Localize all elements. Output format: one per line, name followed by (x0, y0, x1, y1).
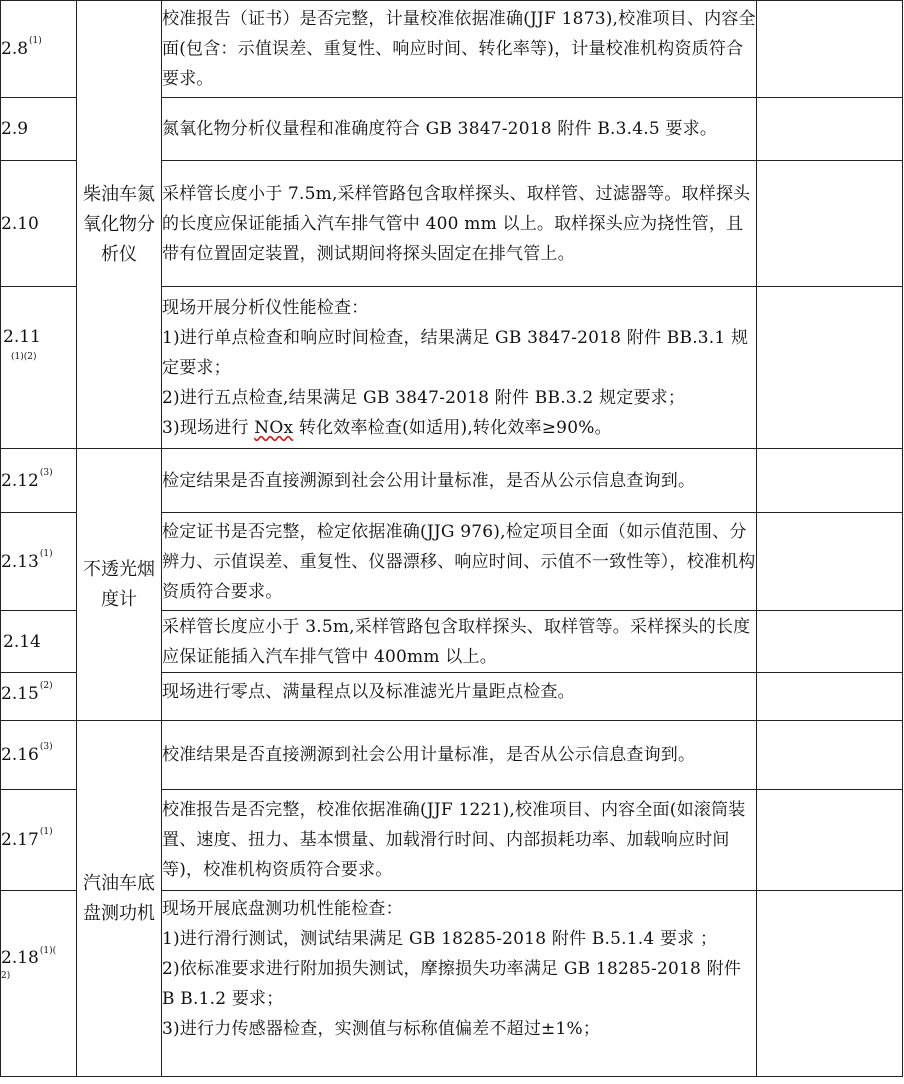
spellcheck-marked-term: NOx (254, 417, 294, 438)
result-cell (757, 611, 903, 673)
requirement-text (162, 891, 757, 1077)
item-number (1, 449, 77, 513)
requirement-paragraph: 现场进行零点、满量程点以及标准滤光片量距点检查。 (162, 682, 575, 702)
item-number-text: 2.14 (3, 631, 41, 652)
item-number-text: 2.10 (1, 213, 39, 234)
requirement-text (162, 449, 757, 513)
requirement-text (162, 673, 757, 721)
requirement-paragraph: 检定证书是否完整，检定依据准确(JJG 976),检定项目全面（如示值范围、分辨力、示值误差、重复性、仪器漂移、响应时间、示值不一致性等），校准机构资质符合要求。 (162, 521, 756, 602)
requirement-line (162, 413, 756, 443)
item-footnote-mark: (1) (29, 36, 42, 46)
requirement-paragraph: 采样管长度应小于 3.5m,采样管路包含取样探头、取样管等。采样探头的长度应保证能插入汽车排气管中 400mm 以上。 (162, 616, 751, 667)
requirement-paragraph: 氮氧化物分析仪量程和准确度符合 GB 3847-2018 附件 B.3.4.5 要求。 (162, 119, 718, 139)
item-number-text: 2.12 (1, 470, 39, 491)
requirement-line: 3)进行力传感器检查，实测值与标称值偏差不超过±1%； (162, 1019, 601, 1039)
result-cell (757, 98, 903, 161)
item-footnote-mark: (3) (39, 742, 53, 752)
requirement-line: 现场开展分析仪性能检查： (162, 297, 369, 318)
requirement-line: 1)进行滑行测试，测试结果满足 GB 18285-2018 附件 B.5.1.4 要求 ； (162, 929, 718, 949)
item-footnote-mark: (3) (39, 467, 53, 478)
item-number-text: 2.8 (1, 39, 29, 59)
category-label: 汽油车底盘测功机 (83, 872, 155, 924)
result-cell (757, 287, 903, 449)
requirement-line: 2)进行五点检查,结果满足 GB 3847-2018 附件 BB.3.2 规定要求； (162, 387, 686, 408)
item-number (1, 287, 77, 449)
requirement-paragraph: 采样管长度小于 7.5m,采样管路包含取样探头、取样管、过滤器等。取样探头的长度应保证能插入汽车排气管中 400 mm 以上。取样探头应为挠性管，且带有位置固定装置，测试期间将探头固定在排气管上。 (162, 183, 751, 264)
item-number-text: 2.18 (1, 947, 39, 968)
item-number (1, 161, 77, 287)
item-number (1, 611, 77, 673)
requirement-text (162, 513, 757, 611)
item-footnote-mark: (1) (39, 827, 53, 837)
requirement-paragraph: 检定结果是否直接溯源到社会公用计量标准，是否从公示信息查询到。 (162, 470, 696, 491)
item-number (1, 891, 77, 1077)
result-cell (757, 161, 903, 287)
result-cell (757, 513, 903, 611)
result-cell (757, 721, 903, 790)
item-number-text: 2.11 (3, 326, 41, 347)
item-number-text: 2.13 (1, 551, 39, 572)
item-number-text: 2.16 (1, 745, 39, 765)
item-number-text: 2.17 (1, 830, 39, 850)
item-number (1, 1, 77, 98)
requirement-paragraph: 校准报告（证书）是否完整，计量校准依据准确(JJF 1873),校准项目、内容全面(包含：示值误差、重复性、响应时间、转化率等)，计量校准机构资质符合要求。 (162, 9, 756, 89)
category-label: 柴油车氮氧化物分析仪 (83, 183, 155, 265)
item-footnote-mark: (2) (39, 680, 53, 691)
requirement-text (162, 611, 757, 673)
result-cell (757, 891, 903, 1077)
item-footnote-mark: (1)( (39, 945, 57, 956)
item-number (1, 790, 77, 891)
table-row (1, 1, 903, 98)
item-footnote-mark: (1) (39, 548, 53, 559)
category-opacity-meter (77, 449, 162, 721)
result-cell (757, 1, 903, 98)
requirement-text (162, 161, 757, 287)
item-number-text: 2.15 (1, 683, 39, 704)
requirement-line: 2)依标准要求进行附加损失测试，摩擦损失功率满足 GB 18285-2018 附件 B B.1.2 要求； (162, 959, 742, 1009)
result-cell (757, 790, 903, 891)
requirement-line: 1)进行单点检查和响应时间检查，结果满足 GB 3847-2018 附件 BB.3.1 规定要求； (162, 327, 749, 378)
requirement-paragraph: 校准结果是否直接溯源到社会公用计量标准，是否从公示信息查询到。 (162, 745, 696, 765)
requirement-text (162, 1, 757, 98)
requirement-fragment: 转化效率检查(如适用),转化效率≥90%。 (293, 417, 612, 438)
result-cell (757, 673, 903, 721)
category-chassis-dynamometer (77, 721, 162, 1077)
requirement-text (162, 721, 757, 790)
item-number-text: 2.9 (1, 119, 29, 139)
requirement-paragraph: 校准报告是否完整，校准依据准确(JJF 1221),校准项目、内容全面(如滚筒装置、速度、扭力、基本惯量、加载滑行时间、内部损耗功率、加载响应时间等)，校准机构资质符合要求。 (162, 800, 746, 880)
result-cell (757, 449, 903, 513)
item-number (1, 721, 77, 790)
requirement-fragment: 3)现场进行 (162, 417, 255, 438)
category-label: 不透光烟度计 (83, 558, 155, 610)
requirement-text (162, 790, 757, 891)
table-row (1, 721, 903, 790)
item-number (1, 513, 77, 611)
requirement-text (162, 98, 757, 161)
requirement-text (162, 287, 757, 449)
item-footnote-mark-continued: 2) (1, 970, 11, 981)
item-number (1, 673, 77, 721)
requirement-line: 现场开展底盘测功机性能检查： (162, 899, 403, 919)
table-row (1, 449, 903, 513)
item-number (1, 98, 77, 161)
item-footnote-mark: (1)(2) (11, 351, 37, 362)
category-diesel-nox-analyzer (77, 1, 162, 449)
